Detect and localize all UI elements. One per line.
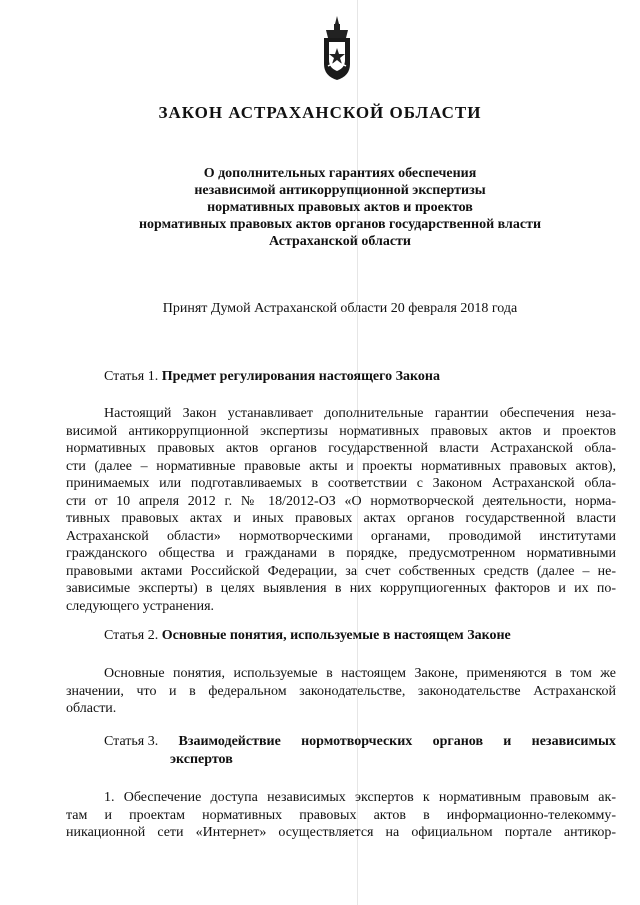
text-line: области. bbox=[66, 701, 117, 716]
article-1-heading bbox=[104, 368, 440, 386]
subtitle-line: О дополнительных гарантиях обеспечения bbox=[203, 166, 477, 181]
article-label: Статья 1. bbox=[104, 369, 159, 384]
text-line: зависимые эксперты) в целях выявления в них коррупциогенных факторов и их по- bbox=[66, 581, 616, 596]
article-label: Статья 2. bbox=[104, 628, 159, 643]
text-line: 1. Обеспечение доступа независимых экспертов к нормативным правовым ак- bbox=[104, 790, 616, 805]
text-line: нормативных правовых актов органов государственной власти Астраханской обла- bbox=[66, 441, 616, 456]
adoption-date: Принят Думой Астраханской области 20 февраля 2018 года bbox=[162, 301, 518, 316]
text-line: принимаемых или подготавливаемых в соответствии с Законом Астраханской обла- bbox=[66, 476, 616, 491]
article-title: Основные понятия, используемые в настоящем Законе bbox=[161, 628, 511, 643]
article-1-body bbox=[66, 405, 616, 615]
article-2-body bbox=[66, 665, 616, 718]
law-title: ЗАКОН АСТРАХАНСКОЙ ОБЛАСТИ bbox=[158, 103, 482, 122]
text-line: Основные понятия, используемые в настоящем Законе, применяются в том же bbox=[104, 666, 616, 681]
article-label: Статья 3. bbox=[104, 734, 159, 749]
law-subtitle bbox=[20, 165, 640, 250]
coat-of-arms-emblem bbox=[316, 14, 358, 82]
article-3-heading-line-1 bbox=[104, 733, 616, 751]
article-3-body bbox=[66, 789, 616, 842]
article-3-heading bbox=[104, 733, 616, 769]
text-line: следующего устранения. bbox=[66, 598, 215, 614]
article-title-word: и bbox=[503, 734, 512, 749]
article-title-line-2: экспертов bbox=[170, 752, 233, 767]
text-line: сти (далее – нормативные правовые акты и проекты нормативных правовых актов), bbox=[66, 458, 616, 474]
article-title-word: нормотворческих bbox=[301, 734, 413, 749]
article-title-word: независимых bbox=[531, 734, 616, 749]
subtitle-line: независимой антикоррупционной экспертизы bbox=[194, 183, 486, 198]
text-line: там и проектам нормативных правовых актов в информационно-телекомму- bbox=[66, 807, 616, 823]
text-line: Настоящий Закон устанавливает дополнительные гарантии обеспечения неза- bbox=[104, 406, 616, 421]
text-line: сти от 10 апреля 2012 г. № 18/2012-ОЗ «О нормотворческой деятельности, норма- bbox=[66, 493, 616, 509]
article-title: Предмет регулирования настоящего Закона bbox=[161, 369, 440, 384]
article-title-word: Взаимодействие bbox=[178, 734, 281, 749]
article-title-word: органов bbox=[432, 734, 484, 749]
text-line: висимой антикоррупционной экспертизы нормативных правовых актов и проектов bbox=[66, 423, 616, 439]
article-2-heading bbox=[104, 627, 511, 645]
subtitle-line: нормативных правовых актов и проектов bbox=[207, 200, 473, 215]
text-line: гражданского общества и гражданами в порядке, предусмотренном нормативными bbox=[66, 546, 616, 561]
text-line: никационной сети «Интернет» осуществляется на официальном портале антикор- bbox=[66, 825, 616, 840]
subtitle-line: Астраханской области bbox=[268, 234, 412, 249]
text-line: тивных правовых актах и иных правовых актах органов государственной власти bbox=[66, 511, 616, 526]
text-line: правовыми актами Российской Федерации, за счет собственных средств (далее – не- bbox=[66, 563, 616, 579]
subtitle-line: нормативных правовых актов органов государственной власти bbox=[138, 217, 542, 232]
text-line: значении, что и в федеральном законодательстве, законодательстве Астраханской bbox=[66, 683, 616, 699]
text-line: Астраханской области» нормотворческими органами, проводимой институтами bbox=[66, 528, 616, 544]
